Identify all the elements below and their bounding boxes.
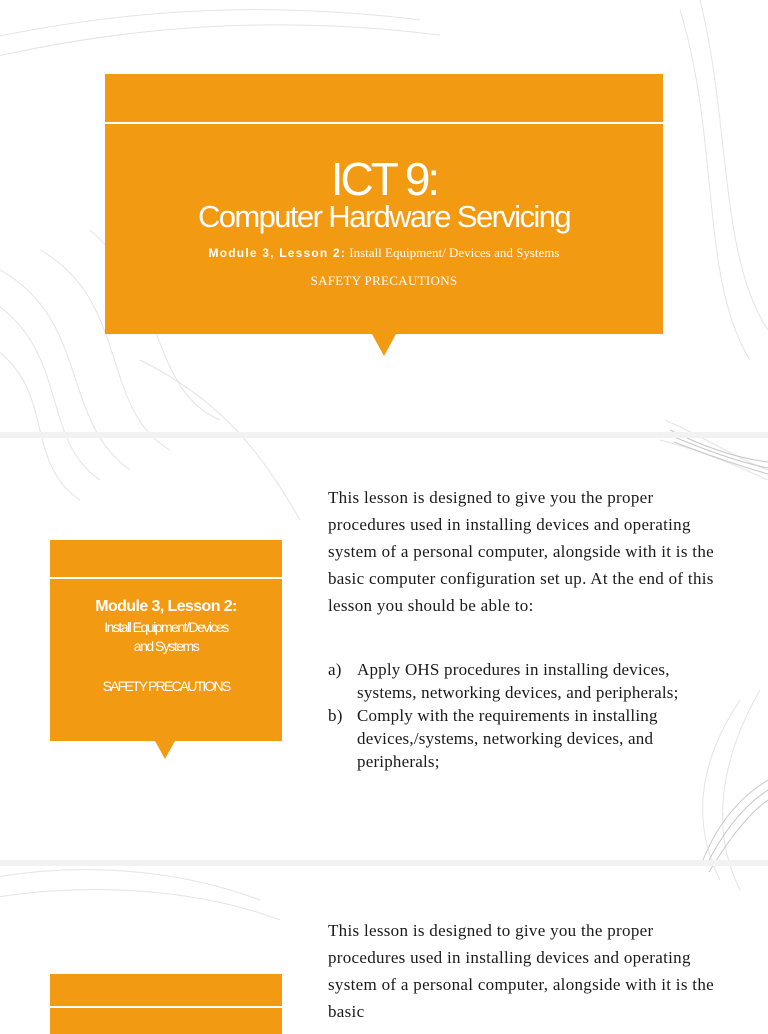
- course-subtitle: Computer Hardware Servicing: [197, 199, 570, 234]
- list-item-text: Apply OHS procedures in installing devices, systems, networking devices, and peripherals;: [357, 660, 679, 702]
- lesson-intro-repeat: [328, 917, 728, 1025]
- objectives-list: [328, 658, 728, 773]
- page-title: ICT 9:: [330, 153, 438, 205]
- card-rule: [50, 1006, 282, 1008]
- list-item: [328, 704, 728, 773]
- lesson-intro-text: This lesson is designed to give you the proper procedures used in installing devices and operating system of a personal computer, alongside with it is the basic computer configuration set up. At the end of this lesson you should be able to:: [328, 488, 714, 615]
- list-item-text: Comply with the requirements in installing devices,/systems, networking devices, and peripherals;: [357, 706, 658, 771]
- slide-separator: [0, 432, 768, 438]
- module-label: Module 3, Lesson 2:: [208, 246, 347, 260]
- lesson-intro: [328, 484, 728, 619]
- banner-rule: [105, 122, 663, 124]
- banner-pointer: [372, 334, 396, 356]
- lesson-intro-text: This lesson is designed to give you the proper procedures used in installing devices and operating system of a personal computer, alongside with it is the basic: [328, 921, 714, 1021]
- card-subtitle-line: and Systems: [133, 638, 199, 654]
- card-rule: [50, 577, 282, 579]
- safety-heading: SAFETY PRECAUTIONS: [310, 273, 458, 288]
- card-pointer: [155, 741, 175, 759]
- card-safety: SAFETY PRECAUTIONS: [102, 678, 230, 694]
- list-marker: a): [328, 660, 342, 679]
- list-marker: b): [328, 706, 343, 725]
- card-subtitle: [50, 618, 282, 656]
- card-title: Module 3, Lesson 2:: [95, 598, 237, 615]
- module-lesson-line: [105, 246, 663, 259]
- slide-separator: [0, 860, 768, 866]
- title-banner: [105, 74, 663, 334]
- lesson-card: [50, 540, 282, 741]
- list-item: [328, 658, 728, 704]
- lesson-card-partial: [50, 974, 282, 1034]
- card-subtitle-line: Install Equipment/Devices: [104, 619, 228, 635]
- module-topic: Install Equipment/ Devices and Systems: [349, 245, 560, 260]
